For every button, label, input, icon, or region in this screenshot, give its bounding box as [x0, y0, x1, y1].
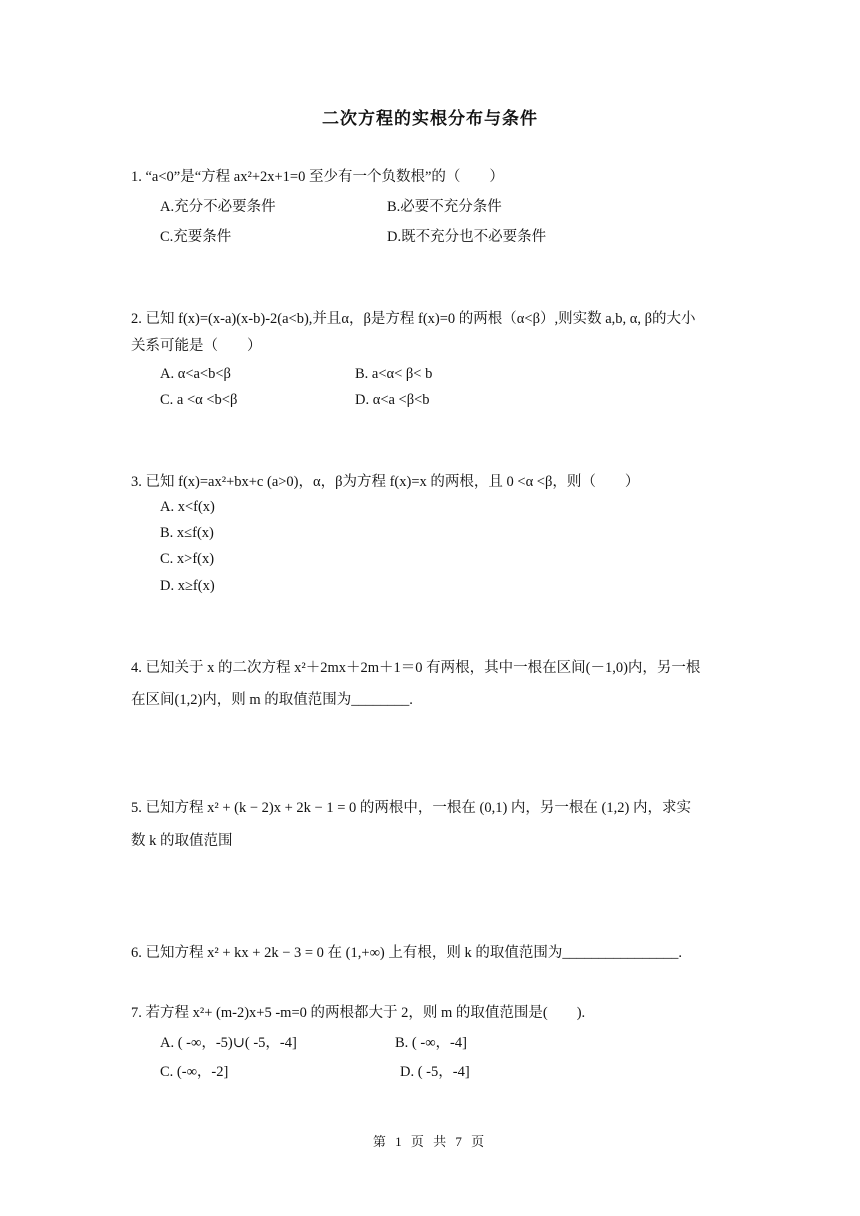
question-1-stem: 1. “a<0”是“方程 ax²+2x+1=0 至少有一个负数根”的（ ） [131, 169, 504, 185]
question-6-stem: 6. 已知方程 x² + kx + 2k − 3 = 0 在 (1,+∞) 上有根，则 k 的取值范围为________________. [131, 945, 682, 961]
question-2-stem-line-1: 2. 已知 f(x)=(x-a)(x-b)-2(a<b),并且α，β是方程 f(x)=0 的两根（α<β）,则实数 a,b, α, β的大小 [131, 311, 696, 327]
question-3-option-a: A. x<f(x) [160, 499, 215, 515]
question-7-option-d: D. ( -5，-4] [400, 1064, 470, 1080]
question-1-option-c: C.充要条件 [160, 229, 232, 245]
question-4-stem-line-2: 在区间(1,2)内，则 m 的取值范围为________. [131, 692, 413, 708]
question-1-option-d: D.既不充分也不必要条件 [387, 229, 547, 245]
question-2-stem-line-2: 关系可能是（ ） [131, 338, 262, 354]
question-2-option-d: D. α<a <β<b [355, 392, 430, 408]
question-5-stem-line-1: 5. 已知方程 x² + (k − 2)x + 2k − 1 = 0 的两根中，一根在 (0,1) 内，另一根在 (1,2) 内，求实 [131, 800, 691, 816]
question-1-option-a: A.充分不必要条件 [160, 199, 276, 215]
question-2-option-c: C. a <α <b<β [160, 392, 238, 408]
question-7-option-b: B. ( -∞，-4] [395, 1035, 467, 1051]
question-1-option-b: B.必要不充分条件 [387, 199, 502, 215]
question-3-option-b: B. x≤f(x) [160, 525, 214, 541]
question-4-stem-line-1: 4. 已知关于 x 的二次方程 x²＋2mx＋2m＋1＝0 有两根，其中一根在区间(－1,0)内，另一根 [131, 660, 701, 676]
question-3-stem: 3. 已知 f(x)=ax²+bx+c (a>0)，α，β为方程 f(x)=x 的两根，且 0 <α <β，则（ ） [131, 474, 640, 490]
page-title: 二次方程的实根分布与条件 [322, 109, 538, 128]
question-7-option-c: C. (-∞，-2] [160, 1064, 229, 1080]
question-7-option-a: A. ( -∞，-5)∪( -5，-4] [160, 1035, 297, 1051]
question-3-option-d: D. x≥f(x) [160, 578, 215, 594]
question-2-option-b: B. a<α< β< b [355, 366, 433, 382]
page-footer: 第 1 页 共 7 页 [372, 1134, 488, 1149]
question-2-option-a: A. α<a<b<β [160, 366, 231, 382]
question-5-stem-line-2: 数 k 的取值范围 [131, 833, 233, 849]
question-7-stem: 7. 若方程 x²+ (m-2)x+5 -m=0 的两根都大于 2，则 m 的取值范围是( ). [131, 1005, 586, 1021]
question-3-option-c: C. x>f(x) [160, 551, 215, 567]
